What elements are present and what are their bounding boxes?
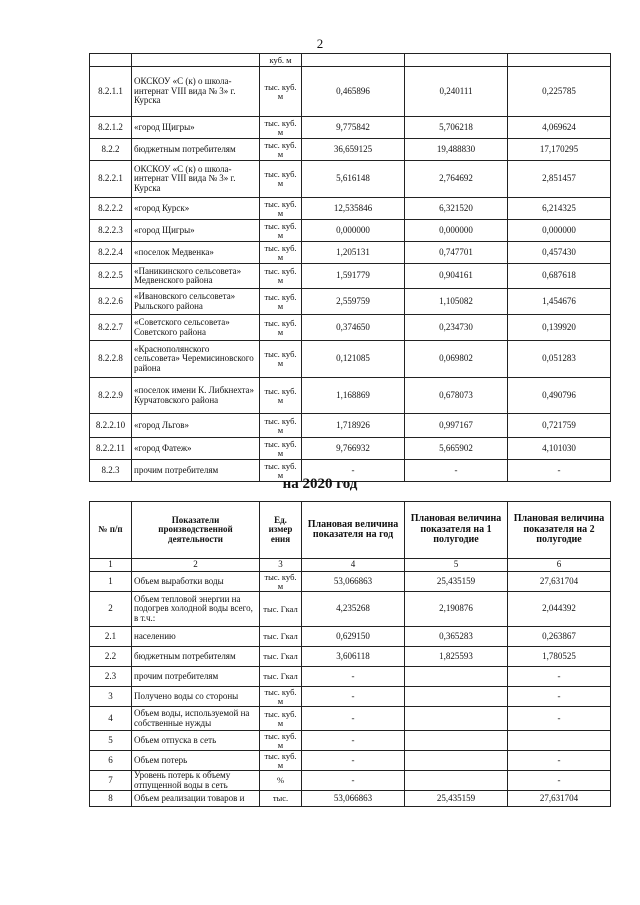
unit-cell: тыс. куб. м <box>260 731 302 751</box>
unit-cell: тыс. куб. м <box>260 707 302 731</box>
value-cell: - <box>508 771 611 791</box>
indicator-name-cell: «город Щигры» <box>132 117 260 139</box>
table-row <box>90 687 611 707</box>
value-cell: 1,205131 <box>302 242 405 264</box>
table-row <box>90 198 611 220</box>
index-cell: 2 <box>132 559 260 572</box>
table-row <box>90 220 611 242</box>
table-row <box>90 341 611 378</box>
indicator-name-cell: Объем потерь <box>132 751 260 771</box>
value-cell: 0,051283 <box>508 341 611 378</box>
value-cell: 4,069624 <box>508 117 611 139</box>
value-cell: 9,775842 <box>302 117 405 139</box>
value-cell: - <box>302 771 405 791</box>
table-row <box>90 378 611 414</box>
row-number-cell: 1 <box>90 572 132 592</box>
value-cell: 1,591779 <box>302 264 405 289</box>
table-row <box>90 592 611 627</box>
value-cell: 5,665902 <box>405 438 508 460</box>
indicator-name-cell: «поселок имени К. Либкнехта» Курчатовского района <box>132 378 260 414</box>
index-cell: 3 <box>260 559 302 572</box>
value-cell: 0,457430 <box>508 242 611 264</box>
value-cell: 0,069802 <box>405 341 508 378</box>
value-cell <box>405 707 508 731</box>
indicator-name-cell: «Ивановского сельсовета» Рыльского района <box>132 289 260 315</box>
row-number-cell: 8.2.2.9 <box>90 378 132 414</box>
value-cell: 0,490796 <box>508 378 611 414</box>
row-number-cell: 8.2.2.1 <box>90 161 132 198</box>
row-number-cell: 3 <box>90 687 132 707</box>
unit-cell: тыс. Гкал <box>260 647 302 667</box>
indicator-name-cell: «Советского сельсовета» Советского района <box>132 315 260 341</box>
indicator-name-cell: «город Фатеж» <box>132 438 260 460</box>
unit-cell: тыс. куб. м <box>260 139 302 161</box>
unit-cell: тыс. куб. м <box>260 264 302 289</box>
unit-cell: тыс. куб. м <box>260 161 302 198</box>
table-row <box>90 54 611 67</box>
unit-cell: тыс. куб. м <box>260 378 302 414</box>
value-cell: - <box>302 707 405 731</box>
indicator-name-cell: Объем реализации товаров и <box>132 791 260 807</box>
value-cell: 1,168869 <box>302 378 405 414</box>
value-cell: 0,687618 <box>508 264 611 289</box>
value-cell: 0,263867 <box>508 627 611 647</box>
value-cell: 2,190876 <box>405 592 508 627</box>
value-cell: 25,435159 <box>405 791 508 807</box>
unit-cell: тыс. куб. м <box>260 572 302 592</box>
index-cell: 4 <box>302 559 405 572</box>
unit-cell: тыс. куб. м <box>260 315 302 341</box>
indicator-name-cell: Получено воды со стороны <box>132 687 260 707</box>
table-row <box>90 751 611 771</box>
row-number-cell: 6 <box>90 751 132 771</box>
unit-cell: тыс. куб. м <box>260 67 302 117</box>
unit-cell: тыс. куб. м <box>260 414 302 438</box>
table-row <box>90 572 611 592</box>
value-cell: 19,488830 <box>405 139 508 161</box>
table-row <box>90 315 611 341</box>
value-cell: 53,066863 <box>302 572 405 592</box>
row-number-cell: 8.2.2.11 <box>90 438 132 460</box>
unit-cell: тыс. куб. м <box>260 117 302 139</box>
unit-cell: тыс. <box>260 791 302 807</box>
value-cell: 0,904161 <box>405 264 508 289</box>
value-cell: 3,606118 <box>302 647 405 667</box>
value-cell: 0,465896 <box>302 67 405 117</box>
value-cell <box>405 687 508 707</box>
value-cell: 6,321520 <box>405 198 508 220</box>
row-number-cell: 8.2.1.1 <box>90 67 132 117</box>
value-cell: - <box>508 687 611 707</box>
value-cell: 0,747701 <box>405 242 508 264</box>
indicator-name-cell: ОКСКОУ «С (к) о школа-интернат VIII вида № 3» г. Курска <box>132 67 260 117</box>
row-number-cell: 8.2.2 <box>90 139 132 161</box>
unit-cell: тыс. куб. м <box>260 460 302 482</box>
indicator-name-cell: Объем отпуска в сеть <box>132 731 260 751</box>
index-cell: 1 <box>90 559 132 572</box>
value-cell: 2,851457 <box>508 161 611 198</box>
indicator-name-cell: Объем выработки воды <box>132 572 260 592</box>
value-cell: 0,721759 <box>508 414 611 438</box>
value-cell: 5,706218 <box>405 117 508 139</box>
indicator-name-cell: ОКСКОУ «С (к) о школа-интернат VIII вида № 3» г. Курска <box>132 161 260 198</box>
unit-cell: тыс. куб. м <box>260 289 302 315</box>
unit-cell: куб. м <box>260 54 302 67</box>
header-half2: Плановая величина показателя на 2 полугодие <box>508 502 611 559</box>
indicator-name-cell: бюджетным потребителям <box>132 139 260 161</box>
value-cell: - <box>508 751 611 771</box>
value-cell: 0,139920 <box>508 315 611 341</box>
value-cell: 0,997167 <box>405 414 508 438</box>
table-row <box>90 438 611 460</box>
indicator-name-cell: «город Льгов» <box>132 414 260 438</box>
table-row <box>90 161 611 198</box>
value-cell: 0,000000 <box>405 220 508 242</box>
value-cell: - <box>302 460 405 482</box>
row-number-cell: 8.2.2.2 <box>90 198 132 220</box>
value-cell: - <box>508 667 611 687</box>
row-number-cell: 8.2.2.3 <box>90 220 132 242</box>
value-cell: 0,374650 <box>302 315 405 341</box>
value-cell: 1,105082 <box>405 289 508 315</box>
table-row <box>90 667 611 687</box>
value-cell: - <box>302 751 405 771</box>
value-cell: 0,121085 <box>302 341 405 378</box>
table-row <box>90 731 611 751</box>
unit-cell: тыс. куб. м <box>260 438 302 460</box>
value-cell: 27,631704 <box>508 572 611 592</box>
value-cell: 6,214325 <box>508 198 611 220</box>
value-cell: - <box>405 460 508 482</box>
value-cell: 2,764692 <box>405 161 508 198</box>
row-number-cell: 8.2.2.6 <box>90 289 132 315</box>
unit-cell: тыс. куб. м <box>260 198 302 220</box>
row-number-cell: 8.2.2.5 <box>90 264 132 289</box>
indicator-name-cell: населению <box>132 627 260 647</box>
unit-cell: % <box>260 771 302 791</box>
index-row <box>90 559 611 572</box>
value-cell: 36,659125 <box>302 139 405 161</box>
table-row <box>90 242 611 264</box>
unit-cell: тыс. Гкал <box>260 592 302 627</box>
row-number-cell: 8 <box>90 791 132 807</box>
row-number-cell: 2.3 <box>90 667 132 687</box>
value-cell: - <box>508 707 611 731</box>
index-cell: 6 <box>508 559 611 572</box>
value-cell: 1,718926 <box>302 414 405 438</box>
value-cell: 27,631704 <box>508 791 611 807</box>
row-number-cell: 8.2.3 <box>90 460 132 482</box>
header-row <box>90 502 611 559</box>
value-cell: 1,825593 <box>405 647 508 667</box>
value-cell: 4,235268 <box>302 592 405 627</box>
value-cell: 0,678073 <box>405 378 508 414</box>
value-cell: - <box>302 667 405 687</box>
table-row <box>90 67 611 117</box>
value-cell: 0,365283 <box>405 627 508 647</box>
value-cell: 0,000000 <box>508 220 611 242</box>
indicator-name-cell: Уровень потерь к объему отпущенной воды в сеть <box>132 771 260 791</box>
row-number-cell: 8.2.2.4 <box>90 242 132 264</box>
value-cell: 1,780525 <box>508 647 611 667</box>
index-cell: 5 <box>405 559 508 572</box>
value-cell <box>405 731 508 751</box>
header-name: Показатели производственной деятельности <box>132 502 260 559</box>
row-number-cell: 7 <box>90 771 132 791</box>
row-number-cell: 2.2 <box>90 647 132 667</box>
indicator-name-cell: «город Щигры» <box>132 220 260 242</box>
value-cell <box>405 751 508 771</box>
page-number: 2 <box>316 36 324 51</box>
value-cell <box>405 667 508 687</box>
unit-cell: тыс. куб. м <box>260 341 302 378</box>
header-unit: Ед. измер ения <box>260 502 302 559</box>
indicator-name-cell: прочим потребителям <box>132 460 260 482</box>
unit-cell: тыс. куб. м <box>260 220 302 242</box>
unit-cell: тыс. куб. м <box>260 242 302 264</box>
indicator-name-cell: «город Курск» <box>132 198 260 220</box>
header-num: № п/п <box>90 502 132 559</box>
value-cell: 9,766932 <box>302 438 405 460</box>
value-cell: 4,101030 <box>508 438 611 460</box>
value-cell: 0,629150 <box>302 627 405 647</box>
row-number-cell: 8.2.2.8 <box>90 341 132 378</box>
indicator-name-cell: «Паникинского сельсовета» Медвенского района <box>132 264 260 289</box>
indicator-name-cell: бюджетным потребителям <box>132 647 260 667</box>
table-row <box>90 627 611 647</box>
row-number-cell: 8.2.1.2 <box>90 117 132 139</box>
production-table-2020 <box>89 501 611 807</box>
value-cell: - <box>508 460 611 482</box>
value-cell <box>405 771 508 791</box>
indicator-name-cell: «Краснополянского сельсовета» Черемисиновского района <box>132 341 260 378</box>
unit-cell: тыс. куб. м <box>260 751 302 771</box>
value-cell: - <box>302 731 405 751</box>
table-row <box>90 791 611 807</box>
table-row <box>90 707 611 731</box>
row-number-cell: 2 <box>90 592 132 627</box>
value-cell: 25,435159 <box>405 572 508 592</box>
table-row <box>90 117 611 139</box>
value-cell: 2,044392 <box>508 592 611 627</box>
indicator-name-cell: Объем воды, используемой на собственные нужды <box>132 707 260 731</box>
row-number-cell: 5 <box>90 731 132 751</box>
unit-cell: тыс. Гкал <box>260 667 302 687</box>
value-cell: - <box>302 687 405 707</box>
consumption-table-2019 <box>89 53 611 482</box>
table-row <box>90 414 611 438</box>
value-cell: 0,240111 <box>405 67 508 117</box>
year-heading: на 2020 год <box>282 476 358 492</box>
value-cell <box>508 731 611 751</box>
indicator-name-cell: Объем тепловой энергии на подогрев холодной воды всего, в т.ч.: <box>132 592 260 627</box>
table-row <box>90 771 611 791</box>
row-number-cell: 4 <box>90 707 132 731</box>
table-row <box>90 647 611 667</box>
row-number-cell: 8.2.2.10 <box>90 414 132 438</box>
value-cell: 53,066863 <box>302 791 405 807</box>
value-cell: 0,234730 <box>405 315 508 341</box>
value-cell: 0,225785 <box>508 67 611 117</box>
row-number-cell: 2.1 <box>90 627 132 647</box>
value-cell: 5,616148 <box>302 161 405 198</box>
header-year: Плановая величина показателя на год <box>302 502 405 559</box>
unit-cell: тыс. куб. м <box>260 687 302 707</box>
unit-cell: тыс. Гкал <box>260 627 302 647</box>
row-number-cell: 8.2.2.7 <box>90 315 132 341</box>
table-row <box>90 139 611 161</box>
indicator-name-cell: прочим потребителям <box>132 667 260 687</box>
table-row <box>90 289 611 315</box>
header-half1: Плановая величина показателя на 1 полугодие <box>405 502 508 559</box>
indicator-name-cell: «поселок Медвенка» <box>132 242 260 264</box>
table-row <box>90 264 611 289</box>
value-cell: 17,170295 <box>508 139 611 161</box>
value-cell: 0,000000 <box>302 220 405 242</box>
value-cell: 12,535846 <box>302 198 405 220</box>
value-cell: 1,454676 <box>508 289 611 315</box>
value-cell: 2,559759 <box>302 289 405 315</box>
